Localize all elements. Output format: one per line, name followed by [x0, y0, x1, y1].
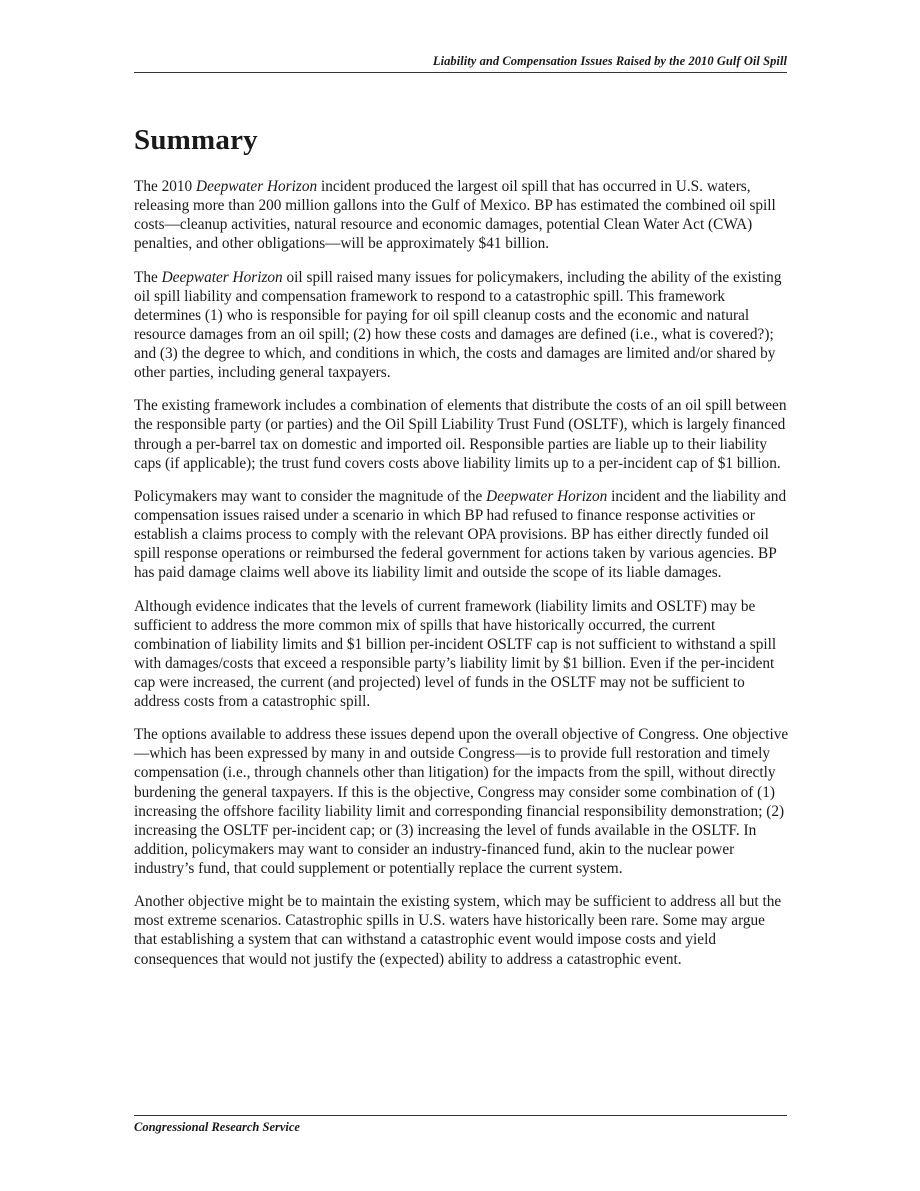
running-header-title: Liability and Compensation Issues Raised by the 2010 Gulf Oil Spill [432, 54, 787, 68]
body-paragraph [134, 597, 789, 712]
paragraph-text: Another objective might be to maintain the existing system, which may be sufficient to address all but the most extreme scenarios. Catastrophic spills in U.S. waters have historically been rare. Some may argue that establishing a system that can withstand a catastrophic event would impose costs and yield consequences that would not justify the (expected) ability to address a catastrophic event. [134, 893, 782, 968]
italic-ship-name: Deepwater Horizon [486, 487, 608, 505]
body-paragraph [134, 268, 789, 383]
header-rule [134, 72, 787, 73]
paragraph-text: The existing framework includes a combination of elements that distribute the costs of an oil spill between the responsible party (or parties) and the Oil Spill Liability Trust Fund (OSLTF), which is largely financed through a per-barrel tax on domestic and imported oil. Responsible parties are liable up to their liability caps (if applicable); the trust fund covers costs above liability limits up to a per-incident cap of $1 billion. [134, 397, 787, 472]
paragraph-text: incident and the liability and compensation issues raised under a scenario in which BP had refused to finance response activities or establish a claims process to comply with the relevant OPA provisions. BP has either directly funded oil spill response operations or reimbursed the federal government for actions taken by various agencies. BP has paid damage claims well above its liability limit and outside the scope of its liable damages. [134, 487, 787, 582]
italic-ship-name: Deepwater Horizon [196, 178, 318, 195]
paragraph-text: The [134, 268, 162, 286]
summary-body [134, 177, 789, 983]
paragraph-text: The 2010 [134, 178, 197, 195]
footer-organization: Congressional Research Service [134, 1120, 300, 1134]
body-paragraph [134, 396, 789, 472]
italic-ship-name: Deepwater Horizon [161, 268, 283, 286]
paragraph-text: Policymakers may want to consider the magnitude of the [134, 487, 487, 505]
paragraph-text: incident produced the largest oil spill that has occurred in U.S. waters, releasing more than 200 million gallons into the Gulf of Mexico. BP has estimated the combined oil spill costs—cleanup activities, natural resource and economic damages, potential Clean Water Act (CWA) penalties, and other obligations—will be approximately $41 billion. [134, 178, 776, 253]
section-title: Summary [134, 124, 258, 156]
body-paragraph [134, 487, 789, 582]
paragraph-text: The options available to address these issues depend upon the overall objective of Congress. One objective—which has been expressed by many in and outside Congress—is to provide full restoration and timely compensation (i.e., through channels other than litigation) for the impacts from the spill, without directly burdening the general taxpayers. If this is the objective, Congress may consider some combination of (1) increasing the offshore facility liability limit and corresponding financial responsibility demonstration; (2) increasing the OSLTF per-incident cap; or (3) increasing the level of funds available in the OSLTF. In addition, policymakers may want to consider an industry-financed fund, akin to the nuclear power industry’s fund, that could supplement or potentially replace the current system. [134, 726, 789, 877]
paragraph-text: oil spill raised many issues for policymakers, including the ability of the existing oil spill liability and compensation framework to respond to a catastrophic spill. This framework determines (1) who is responsible for paying for oil spill cleanup costs and the economic and natural resource damages from an oil spill; (2) how these costs and damages are defined (i.e., what is covered?); and (3) the degree to which, and conditions in which, the costs and damages are limited and/or shared by other parties, including general taxpayers. [134, 268, 782, 382]
body-paragraph [134, 725, 789, 878]
body-paragraph [134, 177, 789, 253]
body-paragraph [134, 892, 789, 968]
footer-rule [134, 1115, 787, 1116]
paragraph-text: Although evidence indicates that the levels of current framework (liability limits and OSLTF) may be sufficient to address the more common mix of spills that have historically occurred, the current combination of liability limits and $1 billion per-incident OSLTF cap is not sufficient to withstand a spill with damages/costs that exceed a responsible party’s liability limit by $1 billion. Even if the per-incident cap were increased, the current (and projected) level of funds in the OSLTF may not be sufficient to address costs from a catastrophic spill. [134, 597, 777, 710]
